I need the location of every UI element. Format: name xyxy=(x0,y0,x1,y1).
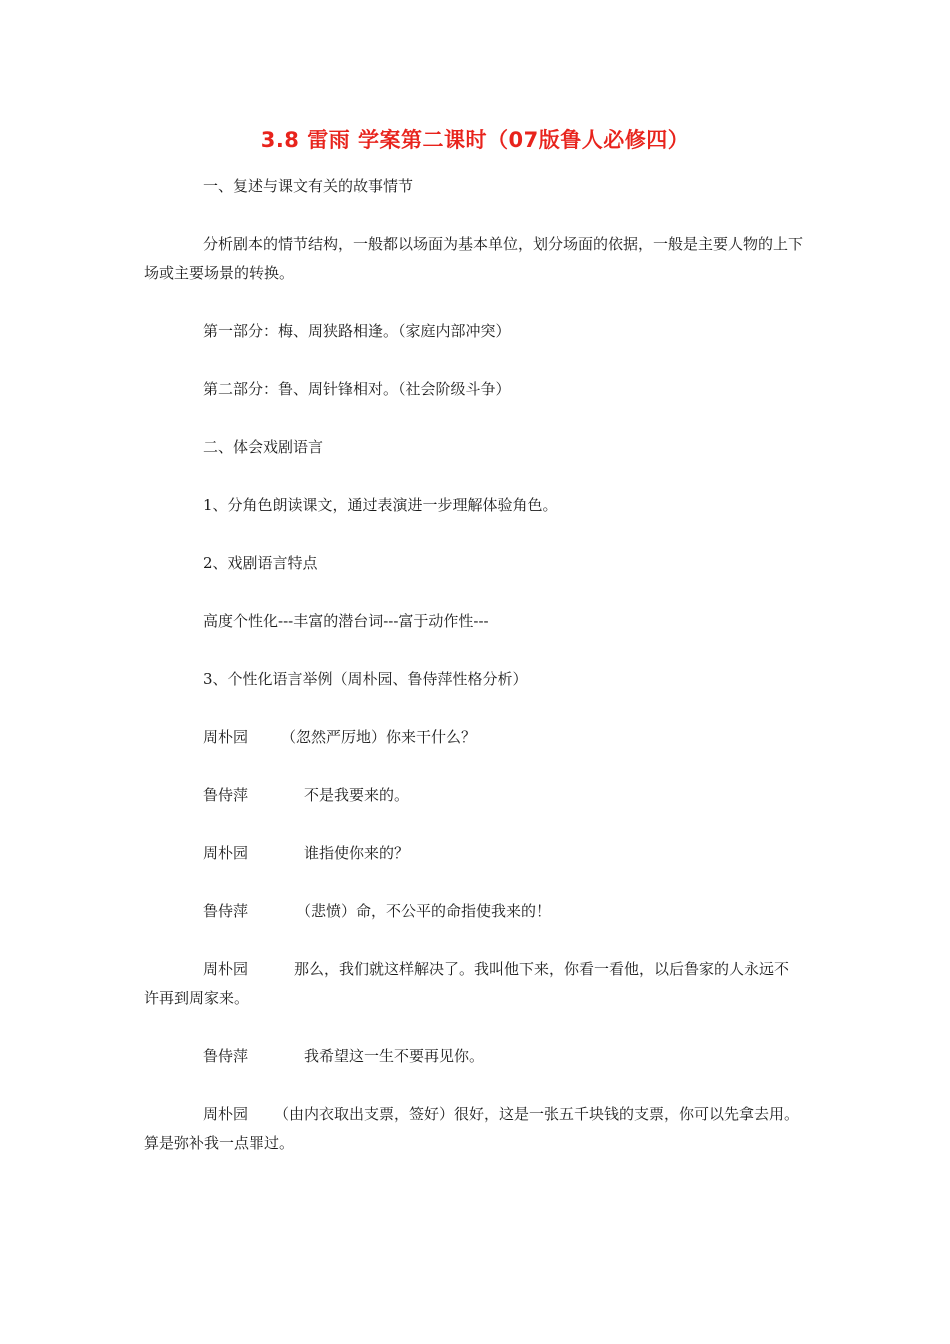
document-title: 3.8 雷雨 学案第二课时（07版鲁人必修四） xyxy=(260,128,690,152)
paragraph-item-3: 3、个性化语言举例（周朴园、鲁侍萍性格分析） xyxy=(203,670,528,688)
dialogue-line xyxy=(144,723,804,752)
dialogue-line xyxy=(144,897,804,926)
dialogue-text: 那么，我们就这样解决了。我叫他下来，你看一看他，以后鲁家的人永远不许再到周家来。 xyxy=(144,960,790,1007)
dialogue-text: 我希望这一生不要再见你。 xyxy=(304,1047,485,1065)
dialogue-text: （悲愤）命，不公平的命指使我来的！ xyxy=(296,902,552,920)
document-body xyxy=(144,172,804,1187)
dialogue-line xyxy=(144,781,804,810)
dialogue-line xyxy=(144,1100,804,1158)
dialogue-text: （由内衣取出支票，签好）很好，这是一张五千块钱的支票，你可以先拿去用。算是弥补我一点罪过。 xyxy=(144,1105,800,1152)
dialogue-role: 鲁侍萍 xyxy=(203,902,249,920)
section-heading-1: 一、复述与课文有关的故事情节 xyxy=(203,177,414,195)
dialogue-text: （忽然严厉地）你来干什么？ xyxy=(281,728,477,746)
dialogue-text: 不是我要来的。 xyxy=(304,786,410,804)
section-heading-2: 二、体会戏剧语言 xyxy=(203,438,324,456)
dialogue-role: 周朴园 xyxy=(203,844,249,862)
paragraph-language-traits: 高度个性化---丰富的潜台词---富于动作性--- xyxy=(203,612,489,630)
paragraph-item-1: 1、分角色朗读课文，通过表演进一步理解体验角色。 xyxy=(203,496,558,514)
dialogue-line xyxy=(144,839,804,868)
paragraph-part-one: 第一部分：梅、周狭路相逢。（家庭内部冲突） xyxy=(203,322,511,340)
dialogue-role: 鲁侍萍 xyxy=(203,786,249,804)
paragraph-structure-analysis: 分析剧本的情节结构，一般都以场面为基本单位，划分场面的依据，一般是主要人物的上下场或主要场景的转换。 xyxy=(144,235,804,282)
dialogue-role: 周朴园 xyxy=(203,1105,249,1123)
dialogue-line xyxy=(144,1042,804,1071)
paragraph-part-two: 第二部分：鲁、周针锋相对。（社会阶级斗争） xyxy=(203,380,511,398)
dialogue-line xyxy=(144,955,804,1013)
dialogue-role: 周朴园 xyxy=(203,728,249,746)
dialogue-text: 谁指使你来的？ xyxy=(304,844,410,862)
dialogue-role: 周朴园 xyxy=(203,960,249,978)
paragraph-item-2: 2、戏剧语言特点 xyxy=(203,554,318,572)
dialogue-role: 鲁侍萍 xyxy=(203,1047,249,1065)
